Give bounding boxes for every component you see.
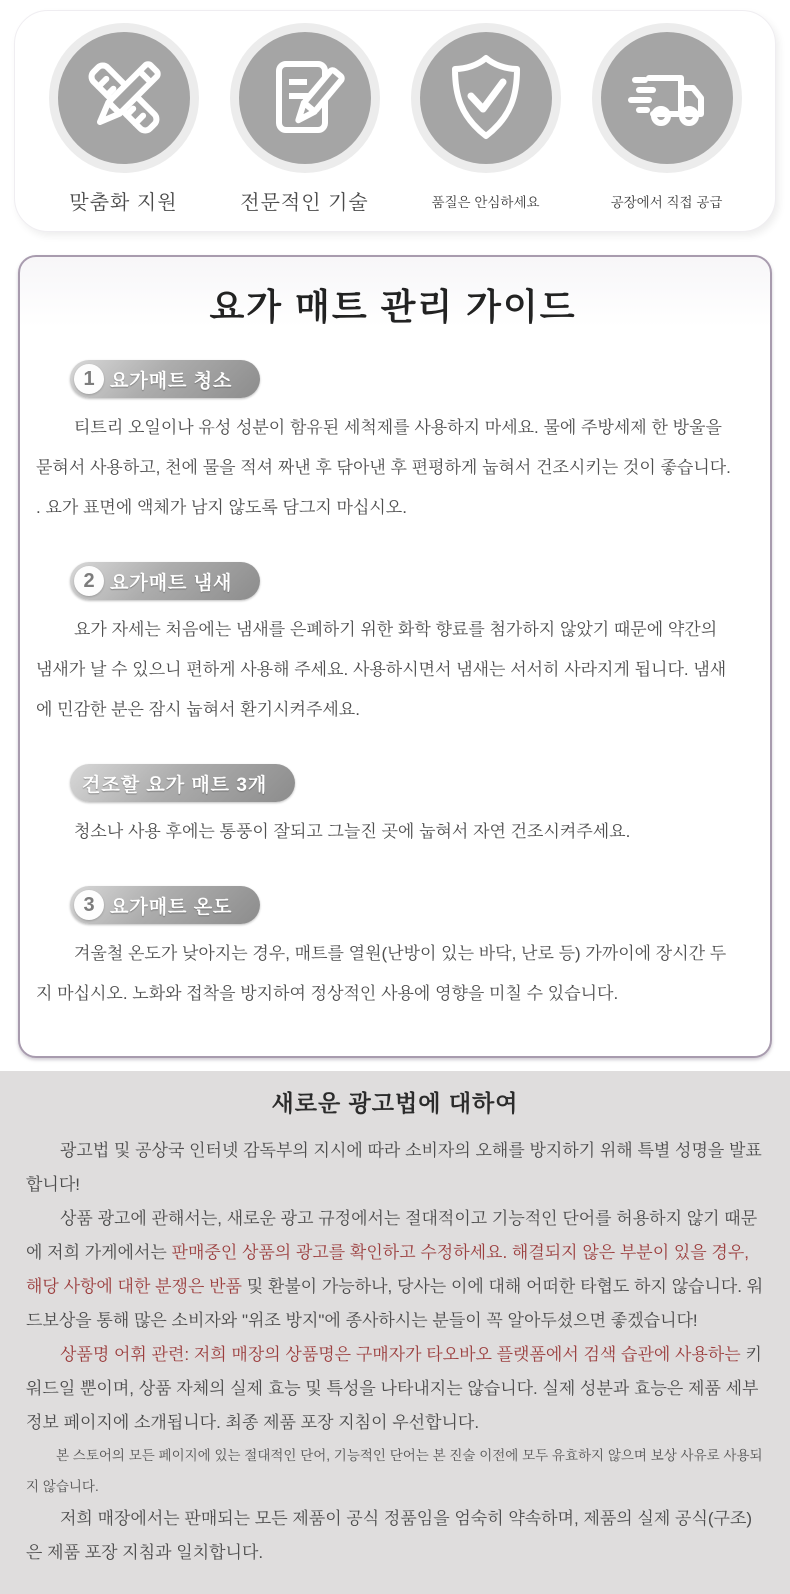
badge-number: 3 [74, 890, 104, 920]
badge-number: 1 [74, 364, 104, 394]
notice-paragraph-2 [26, 1202, 764, 1338]
notice-text: 저희 매장에서는 판매되는 모든 제품이 공식 정품임을 엄숙히 약속하며, 제품의 실제 공식(구조)은 제품 포장 지침과 일치합니다. [26, 1509, 753, 1562]
guide-badge-temperature [70, 886, 260, 924]
badge-label: 건조할 요가 매트 3개 [82, 774, 268, 796]
notice-paragraph-4 [26, 1440, 764, 1502]
icon-ring [230, 23, 380, 173]
icon-ring [49, 23, 199, 173]
document-pencil-icon [239, 32, 371, 164]
notice-paragraph-5 [26, 1502, 764, 1570]
guide-badge-drying [70, 764, 295, 802]
feature-label-customization: 맞춤화 지원 [69, 192, 178, 214]
care-guide-card [18, 255, 772, 1058]
guide-badge-smell [70, 562, 260, 600]
guide-body-smell: 요가 자세는 처음에는 냄새를 은폐하기 위한 화학 향료를 첨가하지 않았기 때문에 약간의 냄새가 날 수 있으니 편하게 사용해 주세요. 사용하시면서 냄새는 서서히 사라지게 됩니다. 냄새에 민감한 분은 잠시 눕혀서 환기시켜주세요. [36, 620, 727, 719]
notice-title: 새로운 광고법에 대하여 [271, 1090, 519, 1116]
notice-text-red: 판매중인 상품의 광고를 확인하고 수정하세요. 해결되지 않은 부분이 있을 경우, 해당 사항에 대한 분쟁은 반품 [26, 1243, 750, 1296]
feature-customization [34, 23, 214, 215]
badge-label: 요가매트 냄새 [110, 572, 233, 594]
icon-ring [411, 23, 561, 173]
delivery-truck-icon [601, 32, 733, 164]
notice-text: 및 환불이 가능하나, 당사는 이에 대해 어떠한 타협도 하지 않습니다. 워드보상을 통해 많은 소비자와 "위조 방지"에 종사하시는 분들이 꼭 알아두셨으면 좋겠습니다! [26, 1277, 764, 1330]
guide-body-drying: 청소나 사용 후에는 통풍이 잘되고 그늘진 곳에 눕혀서 자연 건조시켜주세요. [74, 822, 631, 841]
feature-label-quality: 품질은 안심하세요 [431, 195, 540, 210]
notice-paragraph-1 [26, 1134, 764, 1202]
feature-factory-supply [577, 23, 757, 211]
guide-body-temperature: 겨울철 온도가 낮아지는 경우, 매트를 열원(난방이 있는 바닥, 난로 등) 가까이에 장시간 두지 마십시오. 노화와 접착을 방지하여 정상적인 사용에 영향을 미칠 수 있습니다. [36, 944, 727, 1003]
guide-title: 요가 매트 관리 가이드 [209, 286, 577, 327]
feature-expertise [215, 23, 395, 215]
badge-number: 2 [74, 566, 104, 596]
notice-text: 광고법 및 공상국 인터넷 감독부의 지시에 따라 소비자의 오해를 방지하기 위해 특별 성명을 발표합니다! [26, 1141, 762, 1194]
notice-text-red: 상품명 어휘 관련: 저희 매장의 상품명은 구매자가 타오바오 플랫폼에서 검색 습관에 사용하는 [60, 1345, 746, 1364]
notice-paragraph-3 [26, 1338, 764, 1440]
ruler-pencil-icon [58, 32, 190, 164]
notice-text: 본 스토어의 모든 페이지에 있는 절대적인 단어, 기능적인 단어는 본 진술 이전에 모두 유효하지 않으며 보상 사유로 사용되지 않습니다. [26, 1448, 763, 1494]
feature-label-factory-supply: 공장에서 직접 공급 [610, 195, 723, 210]
guide-badge-cleaning [70, 360, 260, 398]
notice-text: 상품 광고에 관해서는, 새로운 광고 규정에서는 절대적이고 기능적인 단어를 허용하지 않기 때문에 저희 가게에서는 [26, 1209, 758, 1262]
feature-quality [396, 23, 576, 211]
shield-check-icon [420, 32, 552, 164]
badge-label: 요가매트 온도 [110, 896, 233, 918]
badge-label: 요가매트 청소 [110, 370, 233, 392]
feature-label-expertise: 전문적인 기술 [240, 192, 369, 214]
notice-text: 키워드일 뿐이며, 상품 자체의 실제 효능 및 특성을 나타내지는 않습니다. 실제 성분과 효능은 제품 세부 정보 페이지에 소개됩니다. 최종 제품 포장 지침이 우선합니다. [26, 1345, 762, 1432]
icon-ring [592, 23, 742, 173]
guide-body-cleaning: 티트리 오일이나 유성 성분이 함유된 세척제를 사용하지 마세요. 물에 주방세제 한 방울을 묻혀서 사용하고, 천에 물을 적셔 짜낸 후 닦아낸 후 편평하게 눕혀서 건조시키는 것이 좋습니다. . 요가 표면에 액체가 남지 않도록 담그지 마십시오. [36, 418, 731, 517]
ad-law-notice-panel [0, 1071, 790, 1594]
feature-strip [14, 10, 776, 232]
